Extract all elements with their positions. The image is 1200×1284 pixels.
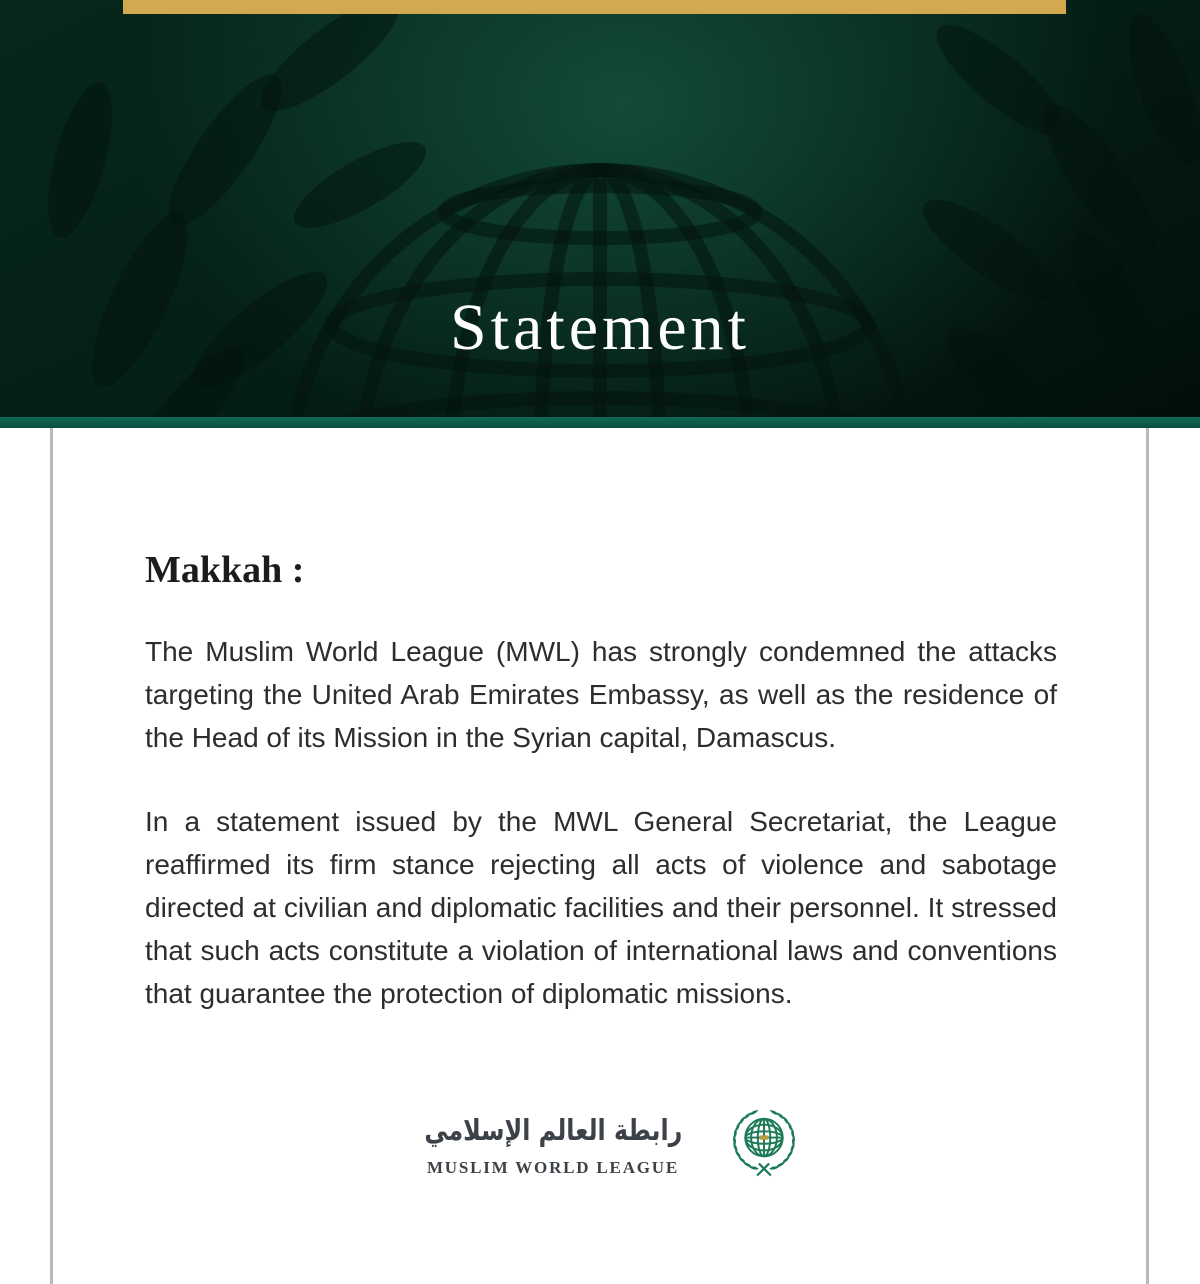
statement-title: Statement — [450, 291, 750, 364]
mwl-logo-arabic-calligraphy: رابطة العالم الإسلامي — [423, 1113, 682, 1147]
paragraph-2: In a statement issued by the MWL General Secretariat, the League reaffirmed its firm stance rejecting all acts of violence and sabotage directed at civilian and diplomatic facilities and their personnel. It stressed that such acts constitute a violation of international laws and conventions that guarantee the protection of diplomatic missions. — [145, 806, 1057, 1009]
kaaba-door-mark — [760, 1135, 769, 1139]
mwl-logo — [0, 1102, 1200, 1182]
header-banner — [0, 0, 1200, 428]
mwl-emblem-icon — [724, 1102, 804, 1182]
mwl-logo-wordmark: MUSLIM WORLD LEAGUE — [426, 1158, 680, 1177]
location-heading: Makkah : — [145, 549, 305, 591]
gold-accent-bar — [123, 0, 1066, 14]
mwl-logo-text — [396, 1106, 711, 1178]
paragraph-1: The Muslim World League (MWL) has strongly condemned the attacks targeting the United Arab Emirates Embassy, as well as the residence of the Head of its Mission in the Syrian capital, Damascus. — [145, 636, 1057, 753]
teal-divider — [0, 417, 1200, 428]
